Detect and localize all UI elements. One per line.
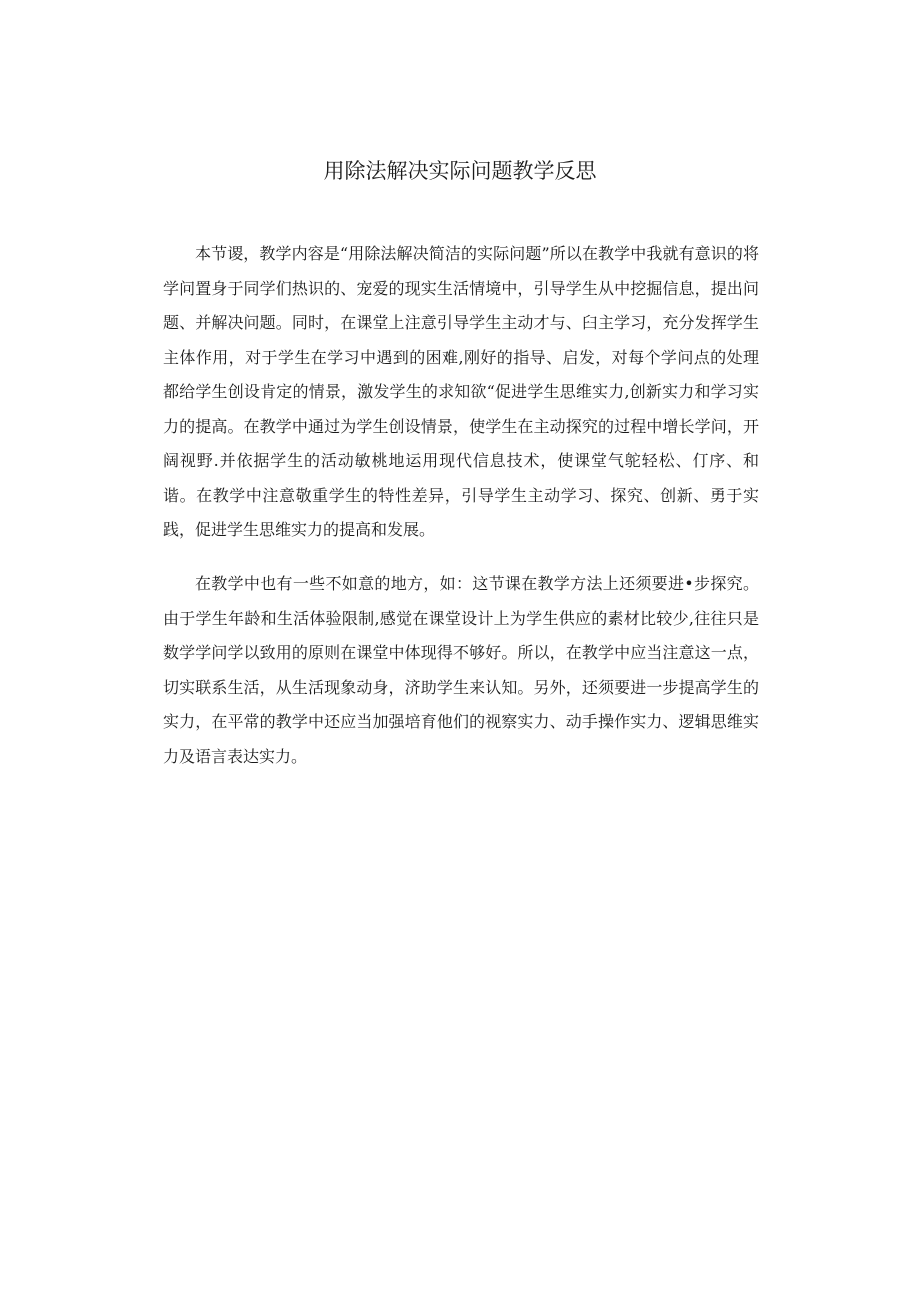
- body-paragraph-2: 在教学中也有一些不如意的地方，如：这节课在教学方法上还须要进•步探究。由于学生年龄和生活体验限制,感觉在课堂设计上为学生供应的素材比较少,往往只是数学学问学以致用的原则在课堂中体现得不够好。所以，在教学中应当注意这一点，切实联系生活，从生活现象动身，济助学生来认知。另外，还须要进一步提高学生的实力，在平常的教学中还应当加强培育他们的视察实力、动手操作实力、逻辑思维实力及语言表达实力。: [163, 574, 759, 766]
- body-paragraph-1: 本节谡，教学内容是“用除法解决简洁的实际问题”所以在教学中我就有意识的将学问置身于同学们热识的、宠爱的现实生活情境中，引导学生从中挖掘信息，提出问题、并解决问题。同时，在课堂上注意引导学生主动才与、臼主学习，充分发挥学生主体作用，对于学生在学习中遇到的困难,刚好的指导、启发，对每个学问点的处理都给学生创设肯定的情景，激发学生的求知欲“促进学生思维实力,创新实力和学习实力的提高。在教学中通过为学生创设情景，使学生在主动探究的过程中增长学问，开阔视野.并依据学生的活动敏桃地运用现代信息技术，使课堂气鸵轻松、仃序、和谐。在教学中注意敬重学生的特性差异，引导学生主动学习、探究、创新、勇于实践，促进学生思维实力的提高和发展。: [163, 244, 759, 539]
- document-title: 用除法解决实际问题教学反思: [323, 159, 597, 183]
